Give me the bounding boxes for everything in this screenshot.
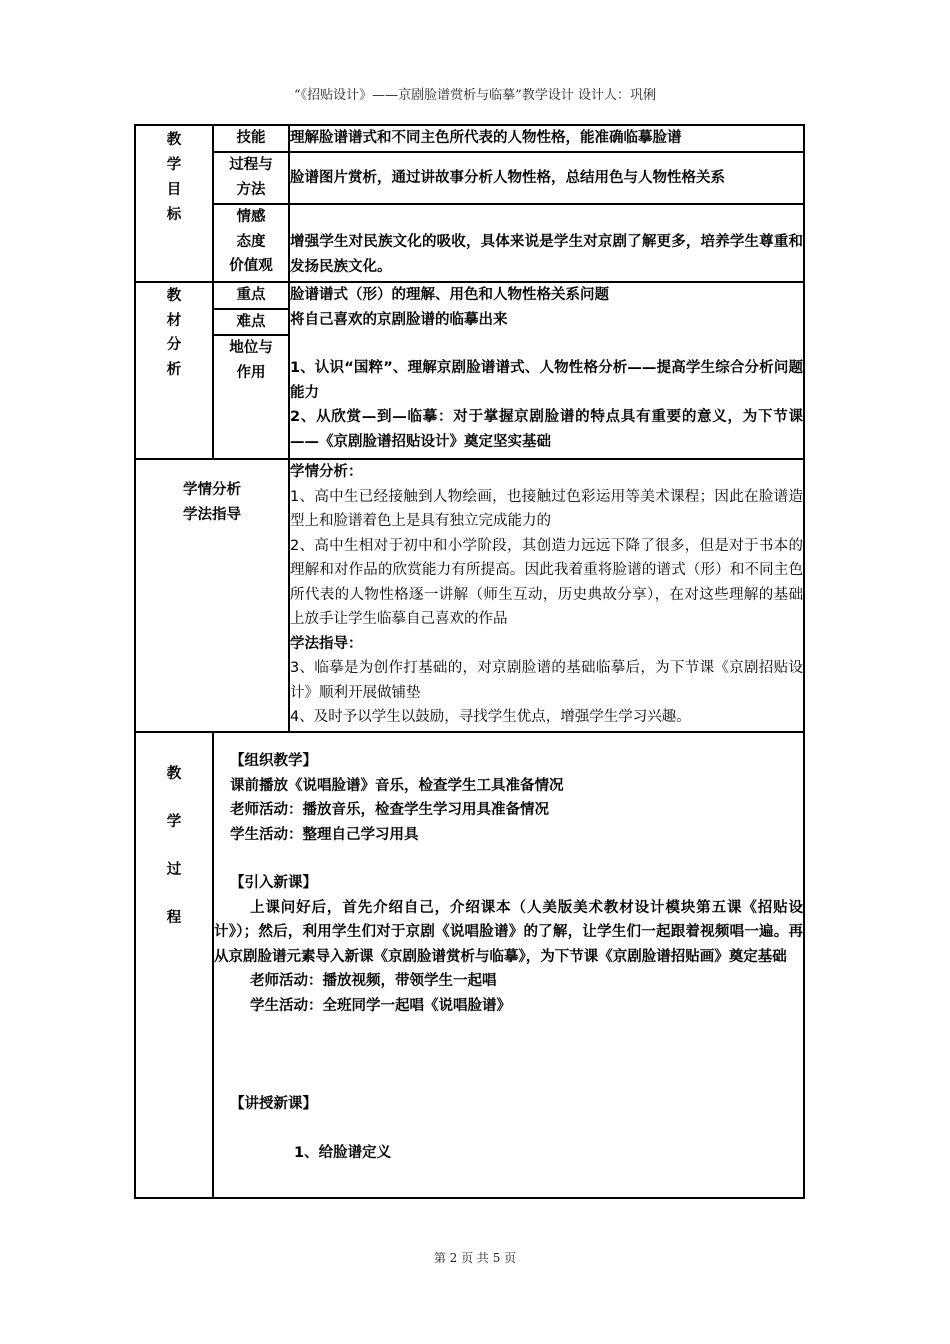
analysis-key-text: 脸谱谱式（形）的理解、用色和人物性格关系问题 <box>290 287 609 303</box>
student-item-3: 3、临摹是为创作打基础的，对京剧脸谱的基础临摹后，为下节课《京剧招贴设计》顺利开展做铺垫 <box>290 660 803 701</box>
analysis-role-text-1: 1、认识“国粹”、理解京剧脸谱谱式、人物性格分析——提高学生综合分析问题能力 <box>290 360 803 401</box>
intro-student-activity: 学生活动：全班同学一起唱《说唱脸谱》 <box>250 997 511 1014</box>
spacer <box>214 1117 803 1141</box>
analysis-content <box>289 282 804 459</box>
student-item-4: 4、及时予以学生以鼓励，寻找学生优点，增强学生学习兴趣。 <box>290 709 691 725</box>
org-title: 【组织教学】 <box>230 753 317 769</box>
lecture-title: 【讲授新课】 <box>230 1096 317 1112</box>
sub-label-line: 价值观 <box>229 258 273 274</box>
goals-label <box>135 125 213 282</box>
student-heading-2: 学法指导： <box>290 635 363 652</box>
process-label-char: 程 <box>166 910 182 926</box>
spacer <box>214 1018 803 1092</box>
process-label-char: 教 <box>166 766 182 782</box>
sub-label-line: 情感 <box>236 209 266 225</box>
student-item-2: 2、高中生相对于初中和小学阶段，其创造力远远下降了很多，但是对于书本的理解和对作品的欣赏能力有所提高。因此我着重将脸谱的谱式（形）和不同主色所代表的人物性格逐一讲解（师生互动，历史典故分享），在对这些理解的基础上放手让学生临摹自己喜欢的作品 <box>290 537 803 627</box>
spacer <box>214 847 803 871</box>
lesson-plan-table <box>134 124 805 1199</box>
sub-label-line: 态度 <box>236 233 266 250</box>
process-label-char: 过 <box>166 862 182 878</box>
org-line-2: 老师活动：播放音乐，检查学生学习用具准备情况 <box>230 802 549 818</box>
goals-label-char: 学 <box>166 157 182 173</box>
intro-teacher-activity: 老师活动：播放视频，带领学生一起唱 <box>250 973 497 989</box>
analysis-label-char: 分 <box>166 337 182 353</box>
analysis-label <box>135 282 213 459</box>
lecture-item-1: 1、给脸谱定义 <box>294 1144 392 1161</box>
spacer <box>290 332 803 356</box>
goals-emotion-text-span: 增强学生对民族文化的吸收，具体来说是学生对京剧了解更多，培养学生尊重和发扬民族文化。 <box>290 234 803 275</box>
sub-label-line: 方法 <box>236 181 266 198</box>
goals-label-char: 目 <box>166 182 182 198</box>
goals-process-label <box>213 152 289 204</box>
analysis-difficult-text: 将自己喜欢的京剧脸谱的临摹出来 <box>290 311 508 328</box>
org-line-3: 学生活动：整理自己学习用具 <box>230 826 419 843</box>
goals-emotion-text <box>289 204 804 282</box>
goals-label-char: 标 <box>166 207 182 223</box>
process-label-char: 学 <box>166 814 182 830</box>
student-content <box>289 459 804 732</box>
sub-label-line: 作用 <box>236 364 266 381</box>
process-label <box>135 732 213 1198</box>
org-line-1: 课前播放《说唱脸谱》音乐，检查学生工具准备情况 <box>230 777 564 794</box>
sub-label-line: 地位与 <box>229 340 273 356</box>
analysis-label-char: 析 <box>166 361 182 378</box>
intro-title: 【引入新课】 <box>230 875 317 891</box>
page-header: “《招贴设计》——京剧脸谱赏析与临摹”教学设计 设计人：巩俐 <box>294 88 656 103</box>
student-label-line: 学法指导 <box>183 506 241 523</box>
goals-skill-text: 理解脸谱谱式和不同主色所代表的人物性格，能准确临摹脸谱 <box>289 125 804 152</box>
goals-process-text-span: 脸谱图片赏析，通过讲故事分析人物性格，总结用色与人物性格关系 <box>290 169 725 186</box>
analysis-difficult-label: 难点 <box>213 309 289 336</box>
intro-paragraph: 上课问好后，首先介绍自己，介绍课本（人美版美术教材设计模块第五课《招贴设计》）；然后，利用学生们对于京剧《说唱脸谱》的了解，让学生们一起跟着视频唱一遍。再从京剧脸谱元素导入新课《京剧脸谱赏析与临摹》，为下节课《京剧脸谱招贴画》奠定基础 <box>214 899 803 965</box>
student-label-line: 学情分析 <box>183 482 241 498</box>
goals-skill-label: 技能 <box>213 125 289 152</box>
student-heading-1: 学情分析： <box>290 464 363 480</box>
page-footer: 第 2 页 共 5 页 <box>433 1251 517 1265</box>
analysis-label-char: 材 <box>166 312 182 329</box>
analysis-role-text-2: 2、从欣赏—到—临摹：对于掌握京剧脸谱的特点具有重要的意义，为下节课——《京剧脸谱招贴设计》奠定坚实基础 <box>290 409 803 450</box>
analysis-role-label <box>213 335 289 459</box>
student-label <box>135 459 289 732</box>
process-content <box>213 732 804 1198</box>
goals-process-text <box>289 152 804 204</box>
goals-label-char: 教 <box>166 132 182 148</box>
analysis-key-label: 重点 <box>213 282 289 309</box>
student-item-1: 1、高中生已经接触到人物绘画，也接触过色彩运用等美术课程；因此在脸谱造型上和脸谱着色上是具有独立完成能力的 <box>290 488 803 529</box>
sub-label-line: 过程与 <box>229 157 273 173</box>
analysis-label-char: 教 <box>166 288 182 304</box>
goals-emotion-label <box>213 204 289 282</box>
